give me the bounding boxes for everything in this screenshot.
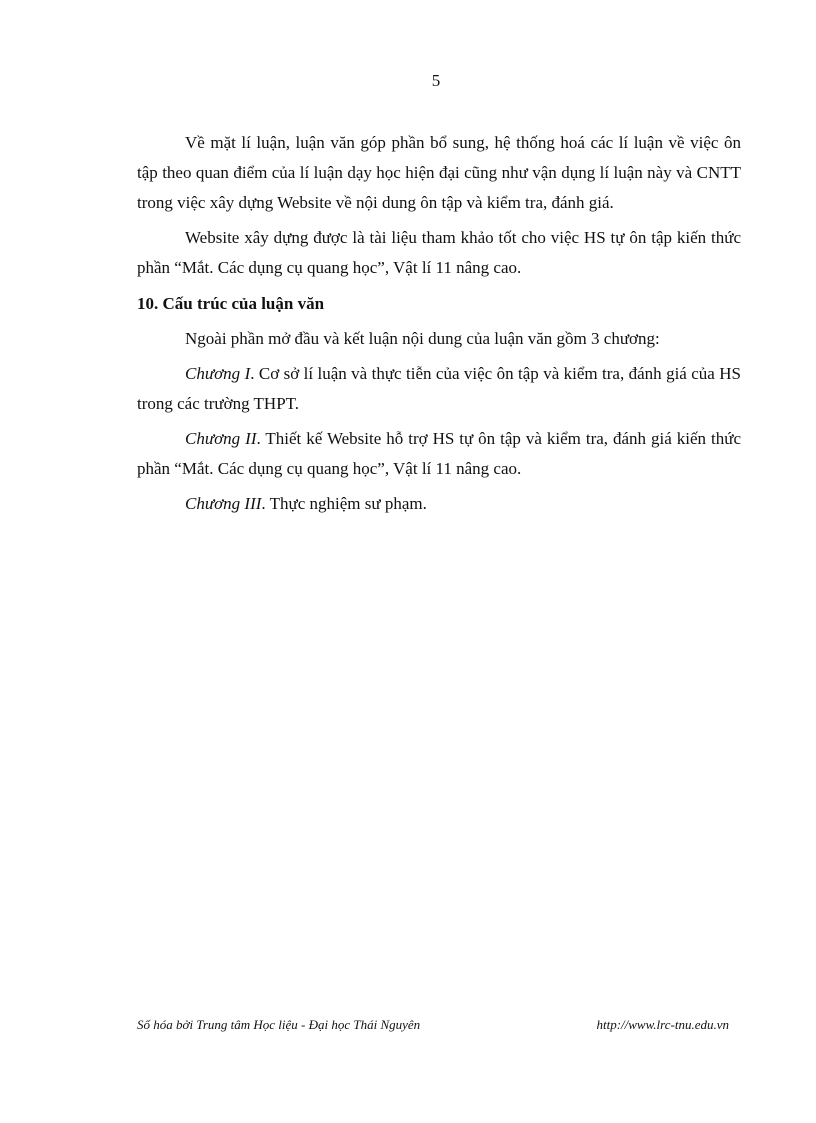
- paragraph-website: Website xây dựng được là tài liệu tham khảo tốt cho việc HS tự ôn tập kiến thức phần “Mắt. Các dụng cụ quang học”, Vật lí 11 nâng cao.: [137, 228, 741, 277]
- section-intro: Ngoài phần mở đầu và kết luận nội dung của luận văn gồm 3 chương:: [185, 329, 660, 348]
- footer-url: http://www.lrc-tnu.edu.vn: [596, 1017, 729, 1032]
- section-heading: 10. Cấu trúc của luận văn: [137, 294, 325, 313]
- page-number: 5: [431, 71, 441, 90]
- chapter-1-text: . Cơ sở lí luận và thực tiễn của việc ôn tập và kiểm tra, đánh giá của HS trong các trường THPT.: [137, 364, 741, 413]
- paragraph-theory: Về mặt lí luận, luận văn góp phần bổ sung, hệ thống hoá các lí luận về việc ôn tập theo quan điểm của lí luận dạy học hiện đại cũng như vận dụng lí luận này và CNTT trong việc xây dựng Website về nội dung ôn tập và kiểm tra, đánh giá.: [137, 133, 741, 212]
- chapter-3: [137, 489, 741, 519]
- chapter-3-text: . Thực nghiệm sư phạm.: [261, 494, 427, 513]
- chapter-3-label: Chương III: [185, 494, 262, 513]
- footer-digitized-by: Số hóa bởi Trung tâm Học liệu - Đại học Thái Nguyên: [137, 1017, 421, 1032]
- chapter-2-label: Chương II: [185, 429, 257, 448]
- page-body: [137, 128, 741, 519]
- chapter-1: [137, 359, 741, 419]
- chapter-2: [137, 424, 741, 484]
- chapter-1-label: Chương I: [185, 364, 251, 383]
- chapter-2-text: . Thiết kế Website hỗ trợ HS tự ôn tập và kiểm tra, đánh giá kiến thức phần “Mắt. Các dụng cụ quang học”, Vật lí 11 nâng cao.: [137, 429, 741, 478]
